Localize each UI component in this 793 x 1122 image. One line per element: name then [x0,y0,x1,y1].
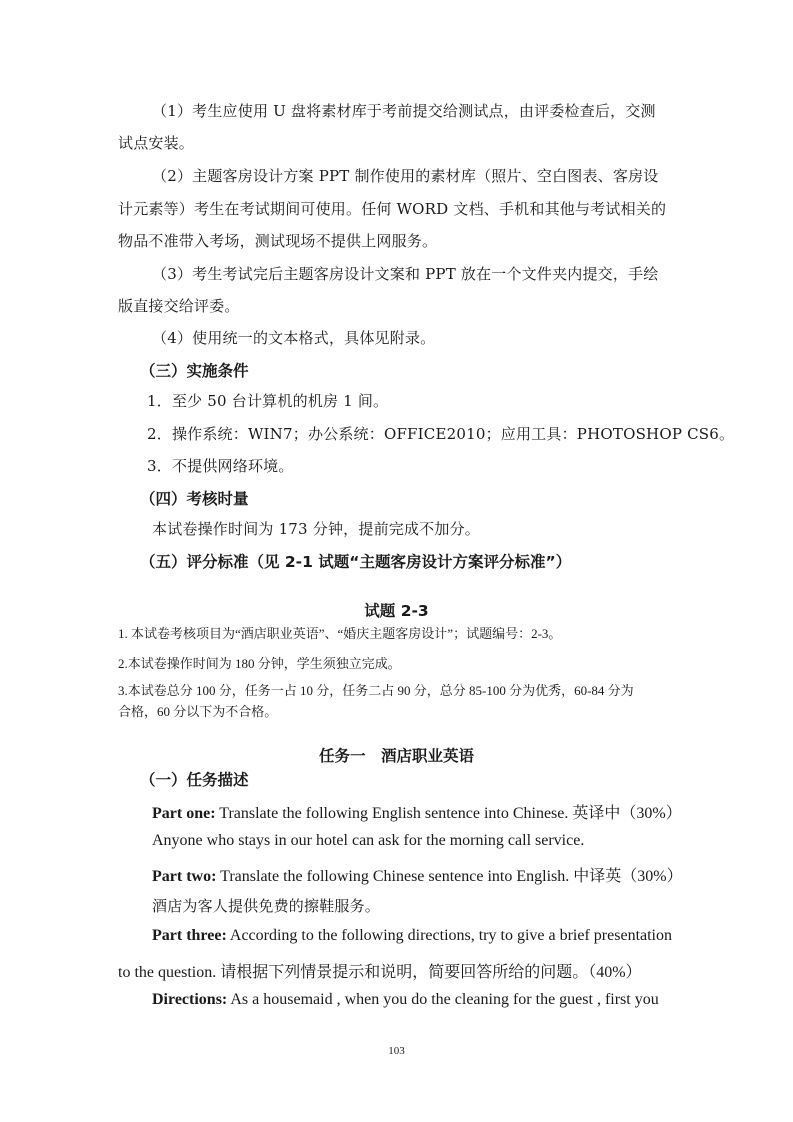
task-1-title: 任务一 酒店职业英语 [318,747,474,765]
paragraph-3-line-2: 版直接交给评委。 [118,297,240,315]
section-3-item-1: 1．至少 50 台计算机的机房 1 间。 [147,392,389,410]
part-three-line [152,927,672,945]
paragraph-2-line-3: 物品不准带入考场，测试现场不提供上网服务。 [118,232,438,250]
section-4-heading: （四）考核时量 [140,490,249,508]
part-one-line [152,800,682,823]
part-three-label: Part three: [152,927,227,944]
section-3-heading: （三）实施条件 [140,362,249,380]
part-two-label: Part two: [152,868,217,885]
exam-note-3-line-1: 3.本试卷总分 100 分，任务一占 10 分，任务二占 90 分，总分 85-100 分为优秀，60-84 分为 [118,683,634,698]
part-one-text: Translate the following English sentence into Chinese. 英译中（30%） [215,805,682,822]
directions-label: Directions: [152,991,228,1008]
part-two-line [152,863,683,886]
directions-line [152,991,659,1009]
part-two-sentence: 酒店为客人提供免费的擦鞋服务。 [152,897,381,915]
exam-title: 试题 2-3 [364,602,429,620]
part-one-label: Part one: [152,805,216,822]
exam-note-3-line-2: 合格，60 分以下为不合格。 [118,704,278,719]
part-three-text: According to the following directions, try to give a brief presentation [226,927,672,944]
section-5-heading: （五）评分标准（见 2-1 试题“主题客房设计方案评分标准”） [140,553,572,571]
paragraph-2-line-2: 计元素等）考生在考试期间可使用。任何 WORD 文档、手机和其他与考试相关的 [118,200,667,218]
part-one-sentence: Anyone who stays in our hotel can ask for the morning call service. [152,832,585,849]
paragraph-3-line-1: （3）考生考试完后主题客房设计文案和 PPT 放在一个文件夹内提交，手绘 [152,265,659,283]
paragraph-1-line-2: 试点安装。 [118,134,195,152]
exam-note-1: 1. 本试卷考核项目为“酒店职业英语”、“婚庆主题客房设计”；试题编号：2-3。 [118,626,562,641]
paragraph-1-line-1: （1）考生应使用 U 盘将素材库于考前提交给测试点，由评委检查后，交测 [152,102,656,120]
page-number: 103 [388,1045,405,1057]
task-1-heading: （一）任务描述 [140,771,249,789]
part-three-line-2: to the question. 请根据下列情景提示和说明，简要回答所给的问题。（40%） [118,964,642,981]
section-4-text: 本试卷操作时间为 173 分钟，提前完成不加分。 [152,520,480,538]
part-two-text: Translate the following Chinese sentence into English. 中译英（30%） [216,868,683,885]
paragraph-4: （4）使用统一的文本格式，具体见附录。 [152,329,436,347]
paragraph-2-line-1: （2）主题客房设计方案 PPT 制作使用的素材库（照片、空白图表、客房设 [152,167,659,185]
section-3-item-2: 2．操作系统：WIN7；办公系统：OFFICE2010；应用工具：PHOTOSHOP CS6。 [147,425,735,443]
directions-text: As a housemaid , when you do the cleaning for the guest , first you [227,991,659,1008]
section-3-item-3: 3．不提供网络环境。 [147,457,294,475]
exam-note-2: 2.本试卷操作时间为 180 分钟，学生须独立完成。 [118,656,401,671]
